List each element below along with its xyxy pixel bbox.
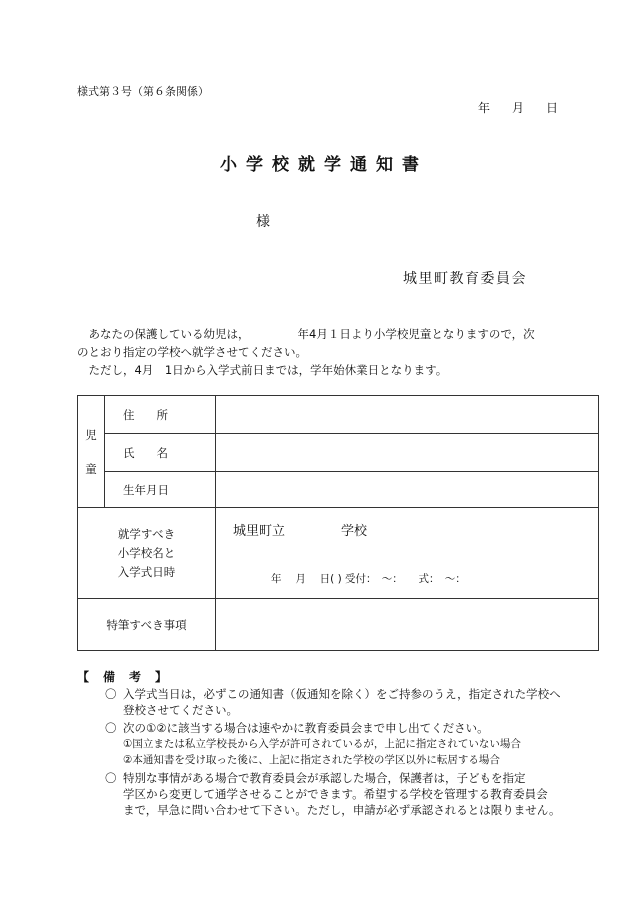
remark-2-sub1: ①国立または私立学校長から入学が許可されているが，上記に指定されていない場合 <box>123 738 521 750</box>
remark-3-line2: 学区から変更して通学させることができます。希望する学校を管理する教育委員会 <box>123 787 548 801</box>
remarks-title: 【 備 考 】 <box>77 670 169 684</box>
child-label-char-2: 童 <box>85 461 97 476</box>
school-label-line1: 就学すべき <box>117 526 176 541</box>
bullet-icon: 〇 <box>105 687 117 701</box>
school-name <box>233 520 367 539</box>
remark-3-line3: まで，早急に問い合わせて下さい。ただし，申請が必ず承認されるとは限りません。 <box>123 803 561 817</box>
date-day: 日 <box>546 101 559 115</box>
bullet-icon: 〇 <box>105 771 117 785</box>
birthdate-label: 生年月日 <box>105 472 216 508</box>
remark-2-line1: 次の①②に該当する場合は速やかに教育委員会まで申し出てください。 <box>123 721 489 735</box>
date-year: 年 <box>478 101 491 115</box>
remark-item-1 <box>105 686 605 718</box>
notice-table <box>77 395 599 651</box>
birthdate-field[interactable] <box>216 472 599 508</box>
school-suffix: 学校 <box>341 524 368 539</box>
body-line1-b: 年4月１日より小学校児童となりますので，次 <box>297 327 535 341</box>
document-title: 小学校就学通知書 <box>220 155 428 175</box>
notice-body <box>77 325 577 379</box>
address-label <box>105 396 216 434</box>
remark-2-sub2: ②本通知書を受け取った後に、上記に指定された学校の学区以外に転居する場合 <box>123 754 500 766</box>
date-line <box>478 99 558 116</box>
child-label-char-1: 児 <box>85 427 97 442</box>
name-label <box>105 434 216 472</box>
school-field[interactable] <box>216 508 599 599</box>
body-line2: のとおり指定の学校へ就学させてください。 <box>77 345 307 359</box>
remark-item-3 <box>105 770 605 818</box>
ceremony-schedule: 年 月 日( ) 受付： ～： 式： ～： <box>271 573 466 585</box>
name-label-2: 名 <box>156 445 168 460</box>
school-label-line2: 小学校名と <box>117 545 176 560</box>
address-field[interactable] <box>216 396 599 434</box>
remark-1-line1: 入学式当日は，必ずこの通知書（仮通知を除く）をご持参のうえ，指定された学校へ <box>123 687 561 701</box>
address-label-2: 所 <box>156 407 168 422</box>
name-field[interactable] <box>216 434 599 472</box>
form-number: 様式第３号（第６条関係） <box>77 85 209 98</box>
date-month: 月 <box>512 101 525 115</box>
remarks-list <box>105 686 605 820</box>
child-label <box>78 396 105 508</box>
body-line3: ただし，4月 1日から入学式前日までは，学年始休業日となります。 <box>88 363 448 377</box>
remark-3-line1: 特別な事情がある場合で教育委員会が承認した場合，保護者は，子どもを指定 <box>123 771 526 785</box>
special-notes-field[interactable] <box>216 599 599 651</box>
addressee-suffix: 様 <box>256 214 270 230</box>
special-notes-label: 特筆すべき事項 <box>78 599 216 651</box>
name-label-1: 氏 <box>123 445 135 460</box>
remark-item-2 <box>105 720 605 768</box>
bullet-icon: 〇 <box>105 721 117 735</box>
body-line1-a: あなたの保護している幼児は， <box>88 327 250 341</box>
school-label-line3: 入学式日時 <box>117 564 176 579</box>
remark-1-line2: 登校させてください。 <box>123 703 238 717</box>
issuer: 城里町教育委員会 <box>403 271 527 287</box>
school-prefix: 城里町立 <box>233 524 286 539</box>
school-label <box>78 508 216 599</box>
address-label-1: 住 <box>123 407 135 422</box>
